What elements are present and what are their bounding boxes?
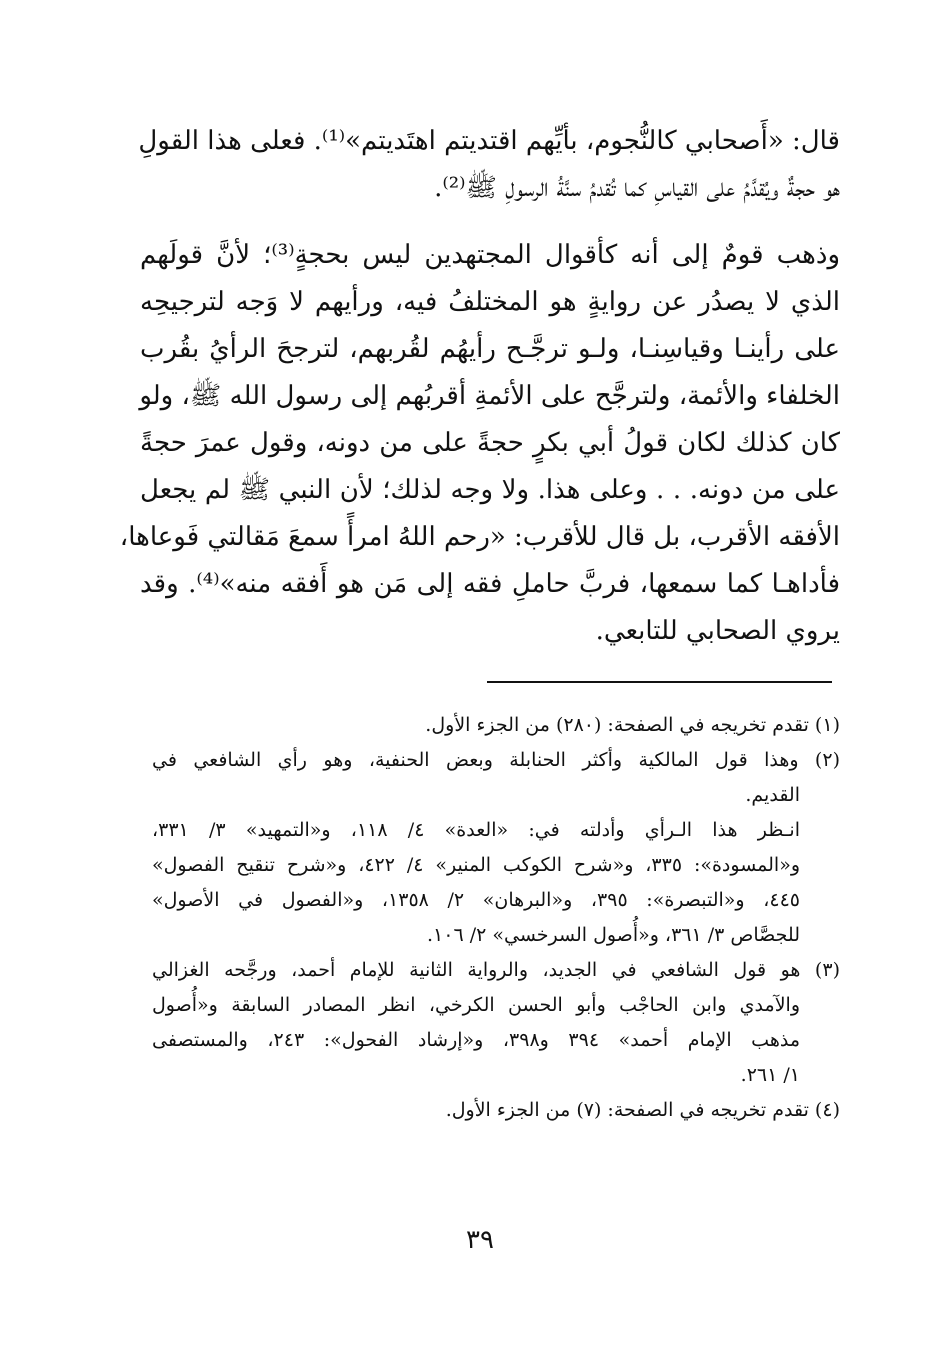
- footnote-2: (٢) وهذا قول المالكية وأكثر الحنابلة وبعض الحنفية، وهو رأي الشافعي في: [152, 749, 840, 771]
- text-line: على من دونه. . . وعلى هذا. ولا وجه لذلك؛ لأن النبي ﷺ لم يجعل: [140, 475, 840, 505]
- text-line: هو حجةٌ ويُقدَّمُ على القياسِ كما تُقدمُ سنَّةُ الرسولِ ﷺ⁽²⁾.: [434, 173, 840, 203]
- text-line: الخلفاء والأئمة، ولترجَّح على الأئمةِ أقربُهم إلى رسول الله ﷺ، ولو: [139, 381, 840, 411]
- text-line: الذي لا يصدُر عن روايةٍ هو المختلفُ فيه، ورأيهم لا وَجه لترجيحِه: [140, 287, 840, 317]
- footnote-4: (٤) تقدم تخريجه في الصفحة: (٧) من الجزء الأول.: [445, 1099, 840, 1121]
- footnote-separator: [487, 681, 832, 683]
- footnote-3: (٣) هو قول الشافعي في الجديد، والرواية الثانية للإمام أحمد، ورجَّحه الغزالي: [152, 959, 840, 981]
- main-text: [119, 118, 841, 655]
- text-line: يروي الصحابي للتابعي.: [595, 616, 840, 646]
- footnote-1: (١) تقدم تخريجه في الصفحة: (٢٨٠) من الجزء الأول.: [425, 714, 840, 736]
- paragraph-gap: [140, 212, 840, 232]
- text-line: الأفقه الأقرب، بل قال للأقرب: «رحم اللهُ امرأً سمعَ مَقالتي فَوعاها،: [119, 522, 840, 552]
- text-line: فأداهـا كما سمعها، فربَّ حاملِ فقه إلى مَن هو أَفقه منه»⁽⁴⁾. وقد: [140, 569, 840, 599]
- footnote-2-references: للجصَّاص ٣/ ٣٦١، و«أُصول السرخسي» ٢/ ١٠٦.: [426, 924, 800, 946]
- footnote-3-continued: مذهب الإمام أحمد» ٣٩٤ و٣٩٨، و«إرشاد الفحول»: ٢٤٣، والمستصفى: [152, 1029, 801, 1051]
- footnote-2-references: و«المسودة»: ٣٣٥، و«شرح الكوكب المنير» ٤/ ٤٢٢، و«شرح تنقيح الفصول»: [152, 854, 801, 876]
- text-line: قال: «أَصحابي كالنُّجوم، بأيِّهم اقتديتم اهتَديتم»⁽¹⁾. فعلى هذا القولِ: [138, 126, 840, 156]
- text-line: على رأينـا وقياسِنـا، ولـو ترجَّـح رأيهُم لقُربهم، لترجحَ الرأيُ بقُرب: [140, 334, 840, 364]
- footnote-2-continued: القديم.: [745, 784, 800, 806]
- page-number: ٣٩: [466, 1225, 494, 1255]
- footnote-3-continued: ١/ ٢٦١.: [740, 1064, 800, 1086]
- footnote-3-continued: والآمدي وابن الحاجْب وأبو الحسن الكرخي، انظر المصادر السابقة و«أُصول: [152, 994, 800, 1016]
- footnote-2-references: انـظر هذا الـرأي وأدلته في: «العدة» ٤/ ١١٨، و«التمهيد» ٣/ ٣٣١،: [152, 819, 800, 841]
- footnote-2-references: ٤٤٥، و«التبصرة»: ٣٩٥، و«البرهان» ٢/ ١٣٥٨، و«الفصول في الأصول»: [152, 889, 800, 911]
- text-line: وذهب قومٌ إلى أنه كأقوال المجتهدين ليس بحجةٍ⁽³⁾؛ لأنَّ قولَهم: [140, 240, 841, 270]
- footnotes: [152, 708, 840, 1128]
- text-line: كان كذلك لكان قولُ أبي بكرٍ حجةً على من دونه، وقول عمرَ حجةً: [140, 428, 840, 458]
